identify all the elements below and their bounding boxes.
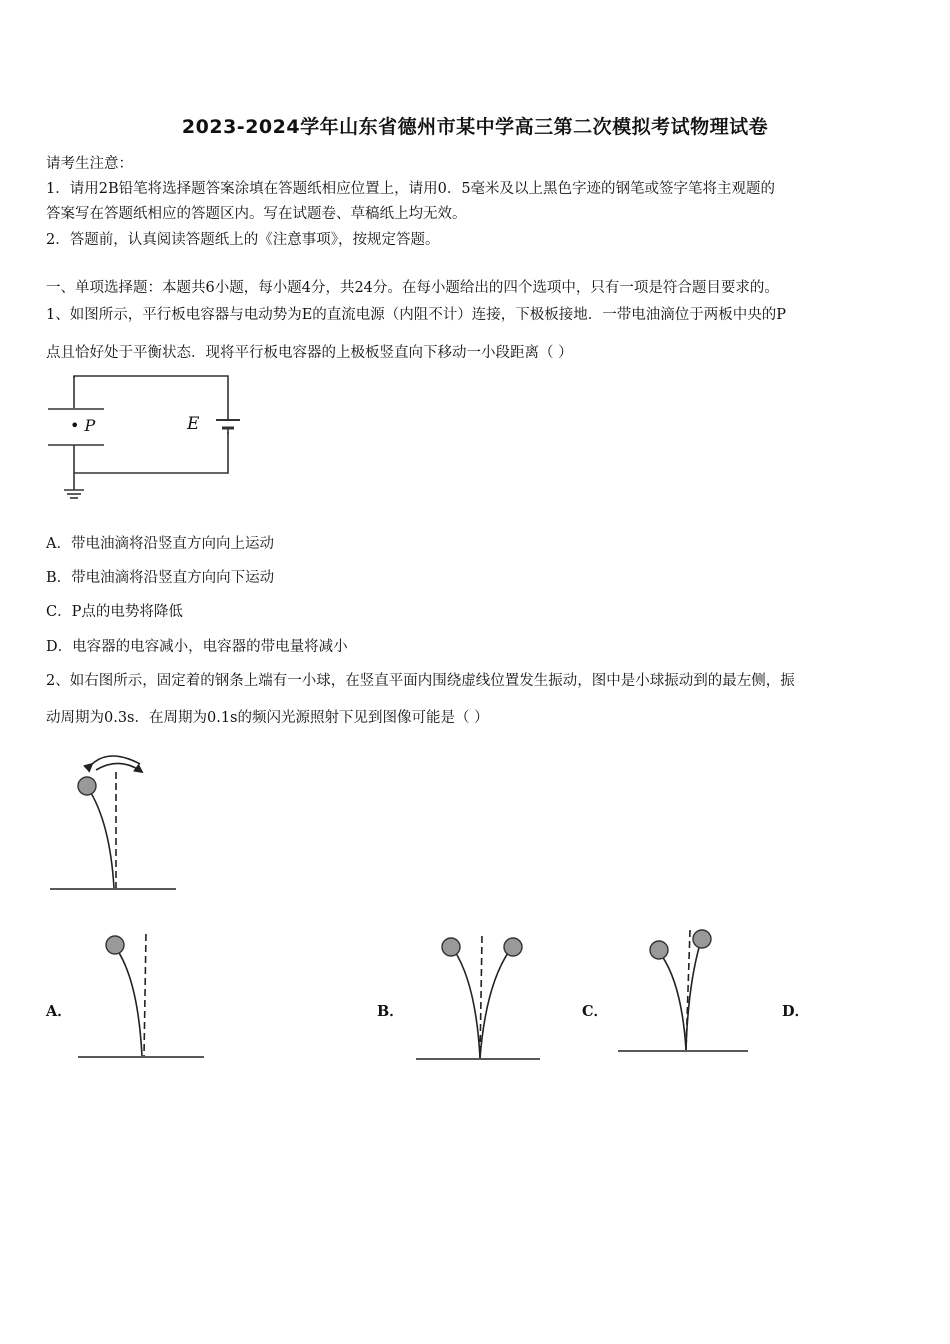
notice-line-1a: 1．请用2B铅笔将选择题答案涂填在答题纸相应位置上，请用0．5毫米及以上黑色字迹的钢笔或签字笔将主观题的 [46, 181, 776, 197]
q1-option-b[interactable]: B．带电油滴将沿竖直方向向下运动 [46, 570, 275, 586]
point-p-label: • P [70, 416, 96, 435]
q1-stem-line-2: 点且恰好处于平衡状态．现将平行板电容器的上极板竖直向下移动一小段距离（ ） [46, 345, 573, 361]
q2-option-a-label[interactable]: A． [46, 1003, 72, 1020]
notice-line-2: 2．答题前，认真阅读答题纸上的《注意事项》，按规定答题。 [46, 232, 440, 248]
q2-option-b-label[interactable]: B． [377, 1003, 404, 1020]
q2-option-b-figure[interactable] [416, 930, 542, 1062]
notice-heading: 请考生注意： [46, 156, 133, 172]
q2-option-a-figure[interactable] [78, 930, 206, 1060]
q2-stem-line-1: 2、如右图所示，固定着的钢条上端有一小球，在竖直平面内围绕虚线位置发生振动，图中是小球振动到的最左侧，振 [46, 673, 795, 689]
section-heading: 一、单项选择题：本题共6小题，每小题4分，共24分。在每小题给出的四个选项中，只有一项是符合题目要求的。 [46, 280, 779, 296]
q1-option-a[interactable]: A．带电油滴将沿竖直方向向上运动 [46, 536, 274, 552]
page-title: 2023-2024学年山东省德州市某中学高三第二次模拟考试物理试卷 [181, 116, 769, 138]
notice-line-1b: 答案写在答题纸相应的答题区内。写在试题卷、草稿纸上均无效。 [46, 206, 467, 222]
q2-option-d-label[interactable]: D． [782, 1003, 810, 1020]
q2-option-c-label[interactable]: C． [582, 1003, 609, 1020]
capacitor-circuit-figure [46, 372, 242, 508]
q1-option-c[interactable]: C．P点的电势将降低 [46, 604, 183, 620]
q2-stem-line-2: 动周期为0.3s．在周期为0.1s的频闪光源照射下见到图像可能是（ ） [46, 710, 489, 726]
q2-option-c-figure[interactable] [618, 926, 750, 1056]
emf-label: E [187, 414, 200, 434]
vibrating-rod-figure [48, 742, 178, 892]
q1-stem-line-1: 1、如图所示，平行板电容器与电动势为E的直流电源（内阻不计）连接，下极板接地．一带电油滴位于两板中央的P [46, 307, 787, 323]
q1-option-d[interactable]: D．电容器的电容减小，电容器的带电量将减小 [46, 639, 348, 655]
